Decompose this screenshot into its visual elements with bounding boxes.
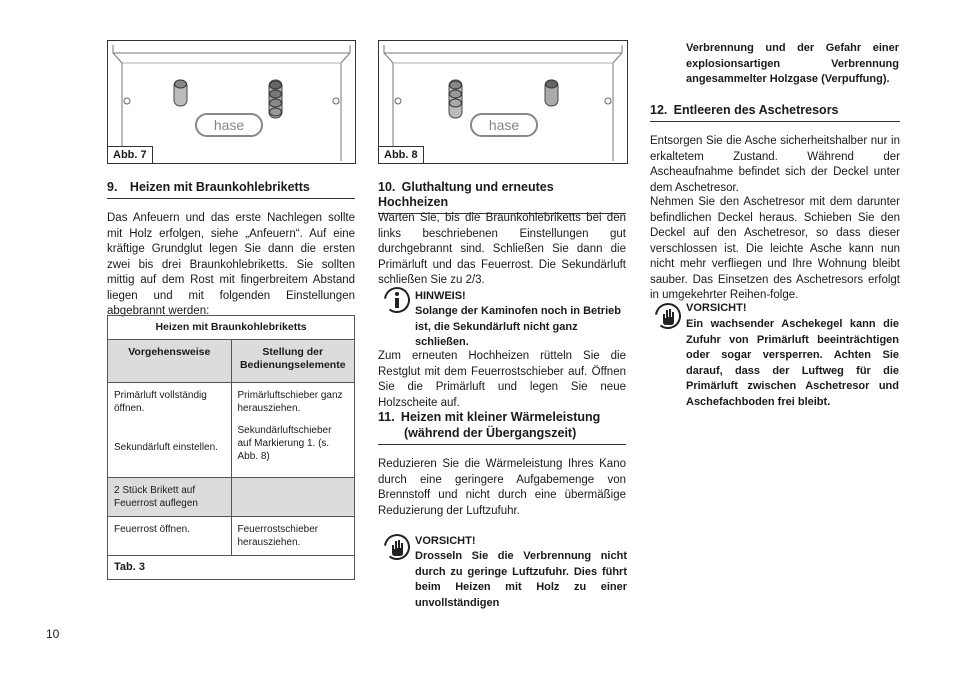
logo-text: hase (488, 117, 520, 133)
section-12-heading: 12. Entleeren des Aschetresors (650, 103, 900, 122)
figure-8-label: Abb. 8 (379, 146, 424, 163)
logo-text: hase (213, 117, 245, 133)
caution-title: VORSICHT! (415, 535, 476, 547)
table-cell (231, 383, 355, 478)
section-11-paragraph: Reduzieren Sie die Wärmeleistung Ihres Kano durch eine geringere Aufgabemenge von Brennstoff und nicht durch eine übermäßige Reduzierung der Luftzufuhr. (378, 458, 626, 517)
caution-hand-icon (383, 533, 411, 561)
table-cell-text: Primärluftschieber ganz herausziehen. (237, 390, 343, 414)
table-cell-text: Primärluft vollständig öffnen. (114, 390, 207, 414)
caution-continued-text: Verbrennung und der Gefahr einer explosionsartigen Verbrennung angesammelter Holzgase (Verpuffung). (686, 42, 899, 85)
section-9-heading: 9. Heizen mit Braunkohlebriketts (107, 180, 355, 199)
table-caption: Tab. 3 (108, 556, 355, 580)
stove-top-illustration (108, 41, 355, 163)
table-cell: 2 Stück Brikett auf Feuerrost auflegen (108, 478, 232, 517)
figure-7 (107, 40, 356, 164)
table-cell (108, 383, 232, 478)
section-11-heading-line2: (während der Übergangszeit) (404, 425, 577, 440)
table-header-controls: Stellung der Bedienungselemente (231, 340, 355, 383)
caution-text: Ein wachsender Aschekegel kann die Zufuhr von Primärluft beeinträchtigen oder sogar versperren. Achten Sie darauf, dass der Luftweg für die Primärluft zwischen Aschetresor und Aschefachboden frei bleibt. (686, 318, 899, 408)
caution-text: Drosseln Sie die Verbrennung nicht durch zu geringe Luftzufuhr. Dies führt beim Heizen mit Holz zu einer unvollständigen (415, 550, 627, 609)
section-11-heading-line1: 11. Heizen mit kleiner Wärmeleistung (378, 410, 601, 424)
table-cell: Feuerrost öffnen. (108, 517, 232, 556)
figure-8 (378, 40, 628, 164)
figure-7-label: Abb. 7 (108, 146, 153, 163)
hint-text: Solange der Kaminofen noch in Betrieb ist, die Sekundärluft nicht ganz schließen. (415, 305, 621, 348)
section-11-heading (378, 410, 626, 445)
section-12-paragraph-2: Nehmen Sie den Aschetresor mit dem darunter befindlichen Deckel heraus. Schieben Sie den Deckel auf den Aschetresor, so dass dieser verschlossen ist. Die leichte Asche kann nun nicht mehr verfliegen und Ihre Wohnung bleibt sauber. Das Einsetzen des Aschetresors erfolgt in umgekehrter Reihen-folge. (650, 196, 900, 301)
section-10-heading: 10. Gluthaltung und erneutes Hochheizen (378, 180, 626, 214)
section-10-paragraph-2: Zum erneuten Hochheizen rütteln Sie die Restglut mit dem Feuerrostschieber auf. Öffnen Sie die Primärluft und legen Sie neue Holzscheite auf. (378, 350, 626, 409)
table-cell (231, 478, 355, 517)
section-9-paragraph: Das Anfeuern und das erste Nachlegen sollte mit Holz erfolgen, siehe „Anfeuern“. Auf eine kräftige Grundglut legen Sie dann die ersten zwei bis drei Braunkohlebriketts. Sie sollten mittig auf dem Rost mit fingerbreitem Abstand liegen und mit folgenden Einstellungen abgebrannt werden: (107, 212, 355, 317)
page-number: 10 (46, 627, 60, 641)
table-3 (107, 315, 355, 580)
table-title: Heizen mit Braunkohlebriketts (108, 316, 355, 340)
table-header-procedure: Vorgehensweise (108, 340, 232, 383)
section-12-paragraph-1: Entsorgen Sie die Asche sicherheitshalber nur in erkaltetem Zustand. Während der Ascheaufnahme befindet sich der Deckel unter dem Aschetresor. (650, 135, 900, 194)
caution-title: VORSICHT! (686, 302, 747, 314)
section-10-paragraph-1: Warten Sie, bis die Braunkohlebriketts bei den links beschriebenen Einstellungen gut durchgebrannt sind. Schließen Sie dann die Primärluft und das Feuerrost. Die Sekundärluft schließen Sie zu 2/3. (378, 212, 626, 286)
caution-hand-icon (654, 302, 682, 330)
info-icon (383, 286, 411, 314)
table-cell-text: Sekundärluftschieber auf Markierung 1. (s. Abb. 8) (237, 425, 332, 462)
stove-top-illustration (379, 41, 627, 163)
table-cell-text: Sekundärluft einstellen. (114, 442, 218, 453)
hint-title: HINWEIS! (415, 290, 466, 302)
table-cell: Feuerrostschieber herausziehen. (231, 517, 355, 556)
